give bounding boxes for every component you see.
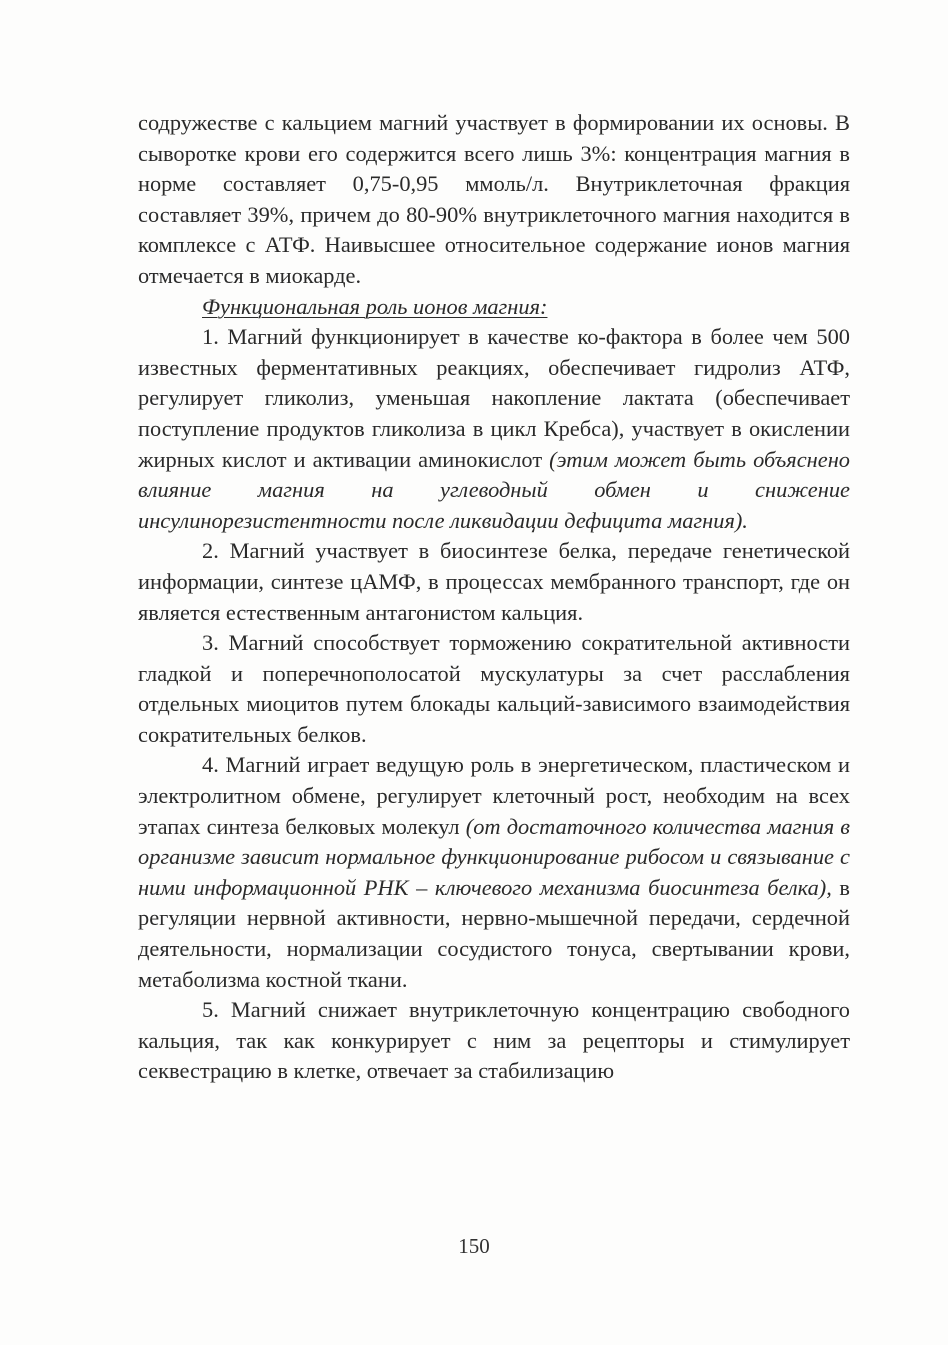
list-item-4 [138, 750, 850, 995]
intro-paragraph [138, 108, 850, 292]
text-run: 3. Магний способствует торможению сократительной активности гладкой и поперечнополосатой мускулатуры за счет расслабления отдельных миоцитов путем блокады кальций-зависимого взаимодействия сократительных белков. [138, 630, 850, 747]
text-run: 2. Магний участвует в биосинтезе белка, передаче генетической информации, синтезе цАМФ, в процессах мембранного транспорт, где он является естественным антагонистом кальция. [138, 538, 850, 625]
italic-run: (этим может быть объяснено влияние магния на углеводный обмен и снижение инсулинорезистентности после ликвидации дефицита магния). [138, 446, 850, 533]
list-item-3 [138, 628, 850, 750]
list-item-5 [138, 995, 850, 1087]
text-run: содружестве с кальцием магний участвует в формировании их основы. В сыворотке крови его содержится всего лишь 3%: концентрация магния в норме составляет 0,75-0,95 ммоль/л. Внутриклеточная фракция составляет 39%, причем до 80-90% внутриклеточного магния находится в комплексе с АТФ. Наивысшее относительное содержание ионов магния отмечается в миокарде. [138, 110, 850, 288]
text-run: 5. Магний снижает внутриклеточную концентрацию свободного кальция, так как конкурирует с ним за рецепторы и стимулирует секвестрацию в клетке, отвечает за стабилизацию [138, 997, 850, 1084]
text-run: 4. Магний играет ведущую роль в энергетическом, пластическом и электролитном обмене, регулирует клеточный рост, необходим на всех этапах синтеза белковых молекул [138, 752, 850, 839]
list-item-2 [138, 536, 850, 628]
page-number: 150 [458, 1234, 490, 1258]
text-run: в регуляции нервной активности, нервно-мышечной передачи, сердечной деятельности, нормализации сосудистого тонуса, свертывании крови, метаболизма костной ткани. [138, 874, 851, 992]
text-run: 1. Магний функционирует в качестве ко-фактора в более чем 500 известных ферментативных реакциях, обеспечивает гидролиз АТФ, регулирует гликолиз, уменьшая накопление лактата (обеспечивает поступление продуктов гликолиза в цикл Кребса), участвует в окислении жирных кислот и активации аминокислот [138, 324, 850, 472]
body-text [138, 108, 850, 1087]
list-item-1 [138, 322, 850, 536]
section-heading: Функциональная роль ионов магния: [202, 293, 548, 319]
italic-run: (от достаточного количества магния в организме зависит нормальное функционирование рибосом и связывание с ними информационной РНК – ключевого механизма биосинтеза белка), [138, 813, 850, 900]
